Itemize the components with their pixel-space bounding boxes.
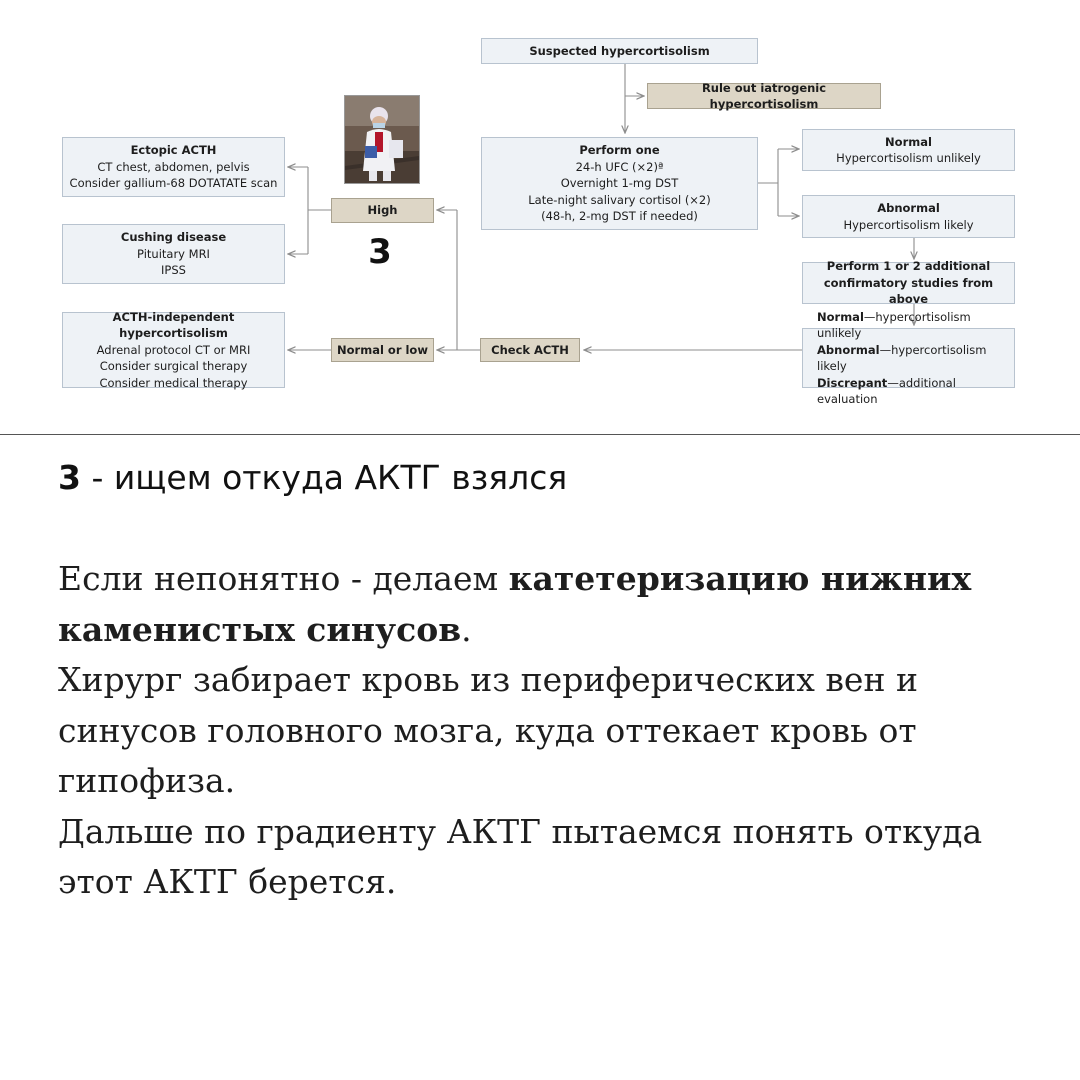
cushing-disease-box (62, 224, 285, 284)
cushing-line-1: Pituitary MRI (137, 246, 210, 261)
confirmatory-results-box (802, 309, 1015, 406)
ectopic-title: Ectopic ACTH (130, 143, 217, 158)
independent-line-3: Consider medical therapy (99, 375, 248, 390)
section-divider (0, 434, 1080, 435)
perform-one-line-1: 24-h UFC (×2)ª (575, 159, 664, 174)
p1-bold: катетеризацию нижних каменистых синусов (58, 559, 972, 649)
perform-one-line-3: Late-night salivary cortisol (×2) (528, 192, 711, 207)
rule-out-label: Rule out iatrogenic hypercortisolism (701, 80, 827, 111)
rule-out-box (647, 80, 881, 111)
paragraph-1 (58, 554, 1048, 655)
ectopic-line-2: Consider gallium-68 DOTATATE scan (69, 176, 278, 191)
result-abnormal: Abnormal—hypercortisolism likely (817, 342, 987, 373)
paragraph-3: Дальше по градиенту АКТГ пытаемся понять откуда этот АКТГ берется. (58, 811, 983, 901)
heading-text: - ищем откуда АКТГ взялся (80, 458, 568, 497)
heading-number: 3 (58, 458, 81, 497)
perform-one-line-4: (48-h, 2-mg DST if needed) (541, 209, 698, 224)
cushing-line-2: IPSS (161, 263, 186, 278)
step-marker-number: 3 (368, 232, 392, 272)
ectopic-acth-box (62, 137, 285, 197)
high-box (331, 198, 434, 223)
p1-end: . (461, 609, 472, 649)
perform-one-line-2: Overnight 1-mg DST (560, 176, 679, 191)
perform-additional-label: Perform 1 or 2 additional confirmatory studies from above (823, 259, 994, 307)
perform-one-box (481, 137, 758, 230)
photo-illustration (345, 96, 419, 183)
perform-one-title: Perform one (579, 143, 660, 158)
perform-additional-box (802, 259, 1015, 307)
check-acth-box (480, 338, 580, 362)
result-normal: Normal—hypercortisolism unlikely (817, 309, 971, 340)
p1-plain: Если непонятно - делаем (58, 559, 509, 598)
result-discrepant: Discrepant—additional evaluation (817, 375, 956, 406)
high-label: High (367, 203, 398, 218)
abnormal-title: Abnormal (877, 201, 940, 215)
suspected-label: Suspected hypercortisolism (529, 43, 710, 58)
abnormal-result-box (802, 195, 1015, 238)
ectopic-line-1: CT chest, abdomen, pelvis (97, 159, 250, 174)
acth-independent-box (62, 309, 285, 390)
body-text (58, 554, 1048, 908)
normal-or-low-box (331, 338, 434, 362)
normal-result-box (802, 129, 1015, 171)
normal-or-low-label: Normal or low (337, 342, 428, 357)
independent-line-1: Adrenal protocol CT or MRI (96, 342, 251, 357)
paragraph-2: Хирург забирает кровь из периферических вен и синусов головного мозга, куда оттекает кровь от гипофиза. (58, 660, 918, 800)
cushing-title: Cushing disease (120, 230, 227, 245)
suspected-hypercortisolism-box (481, 38, 758, 64)
check-acth-label: Check ACTH (491, 342, 569, 357)
abnormal-text: Hypercortisolism likely (843, 217, 974, 232)
child-doctor-photo (344, 95, 420, 184)
normal-title: Normal (885, 134, 932, 149)
independent-line-2: Consider surgical therapy (99, 359, 248, 374)
section-heading (58, 458, 567, 497)
independent-title: ACTH-independent hypercortisolism (112, 309, 235, 341)
normal-text: Hypercortisolism unlikely (836, 151, 981, 165)
